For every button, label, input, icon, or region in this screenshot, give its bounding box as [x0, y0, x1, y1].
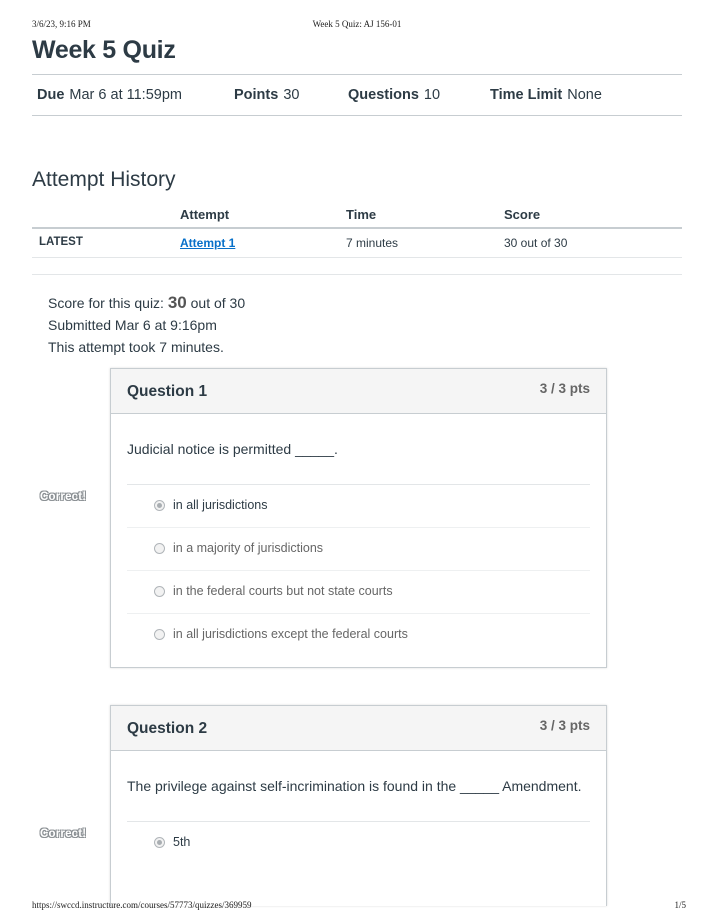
time-limit-label: Time Limit — [490, 87, 563, 103]
attempt-link[interactable]: Attempt 1 — [180, 236, 236, 250]
question-points: 3 / 3 pts — [539, 381, 590, 396]
question-1-card — [110, 368, 607, 668]
question-points: 3 / 3 pts — [539, 718, 590, 733]
radio-selected-icon[interactable] — [154, 837, 165, 848]
quiz-score — [48, 292, 245, 314]
attempt-score: 30 out of 30 — [504, 236, 568, 250]
attempt-summary — [48, 292, 245, 358]
question-text: Judicial notice is permitted _____. — [127, 441, 338, 457]
column-header-attempt: Attempt — [180, 207, 230, 222]
points-value: 30 — [283, 87, 300, 103]
questions-value: 10 — [423, 87, 441, 103]
answer-label: in a majority of jurisdictions — [173, 541, 324, 555]
correct-flag: Correct! — [40, 828, 87, 840]
attempt-time: 7 minutes — [346, 236, 399, 250]
column-header-time: Time — [346, 207, 377, 222]
print-page-title: Week 5 Quiz: AJ 156-01 — [312, 19, 402, 29]
latest-badge: LATEST — [39, 236, 83, 248]
column-header-score: Score — [504, 207, 541, 222]
print-footer — [32, 900, 686, 910]
questions-label: Questions — [348, 87, 419, 103]
radio-icon[interactable] — [154, 543, 165, 554]
question-title: Question 2 — [127, 720, 208, 737]
answer-option[interactable] — [127, 614, 590, 656]
time-limit — [490, 87, 602, 103]
score-prefix: Score for this quiz: — [48, 295, 164, 311]
due-value: Mar 6 at 11:59pm — [69, 87, 182, 103]
answer-option[interactable] — [127, 528, 590, 571]
answer-label: in all jurisdictions except the federal courts — [173, 627, 408, 641]
answer-option[interactable] — [127, 571, 590, 614]
answer-option[interactable] — [127, 822, 590, 864]
print-date: 3/6/23, 9:16 PM — [32, 19, 91, 29]
answer-option[interactable] — [127, 485, 590, 528]
correct-flag: Correct! — [40, 491, 87, 503]
print-url: https://swccd.instructure.com/courses/57773/quizzes/369959 — [32, 900, 252, 910]
question-header — [111, 369, 606, 414]
question-text: The privilege against self-incrimination is found in the _____ Amendment. — [127, 778, 582, 794]
points-label: Points — [234, 87, 279, 103]
answer-label: in all jurisdictions — [173, 498, 268, 512]
due-date — [37, 87, 182, 103]
score-value: 30 — [167, 293, 187, 312]
radio-selected-icon[interactable] — [154, 500, 165, 511]
radio-icon[interactable] — [154, 586, 165, 597]
radio-icon[interactable] — [154, 629, 165, 640]
due-label: Due — [37, 87, 65, 103]
table-row — [32, 229, 682, 258]
table-header — [32, 198, 682, 229]
answer-label: in the federal courts but not state courts — [173, 584, 393, 598]
attempt-history-title: Attempt History — [32, 168, 176, 191]
question-header — [111, 706, 606, 751]
answer-list — [127, 484, 590, 656]
score-suffix: out of 30 — [190, 295, 246, 311]
quiz-meta-bar — [32, 74, 682, 116]
answer-label: 5th — [173, 835, 191, 849]
question-title: Question 1 — [127, 383, 208, 400]
answer-list — [127, 821, 590, 864]
time-limit-value: None — [567, 87, 602, 103]
page-title: Week 5 Quiz — [32, 36, 176, 64]
question-count — [348, 87, 440, 103]
attempt-duration: This attempt took 7 minutes. — [48, 339, 224, 355]
points — [234, 87, 299, 103]
submitted-time: Submitted Mar 6 at 9:16pm — [48, 317, 217, 333]
attempt-history-table — [32, 198, 682, 275]
question-2-card — [110, 705, 607, 906]
print-page-number: 1/5 — [674, 900, 686, 910]
table-divider — [32, 258, 682, 275]
